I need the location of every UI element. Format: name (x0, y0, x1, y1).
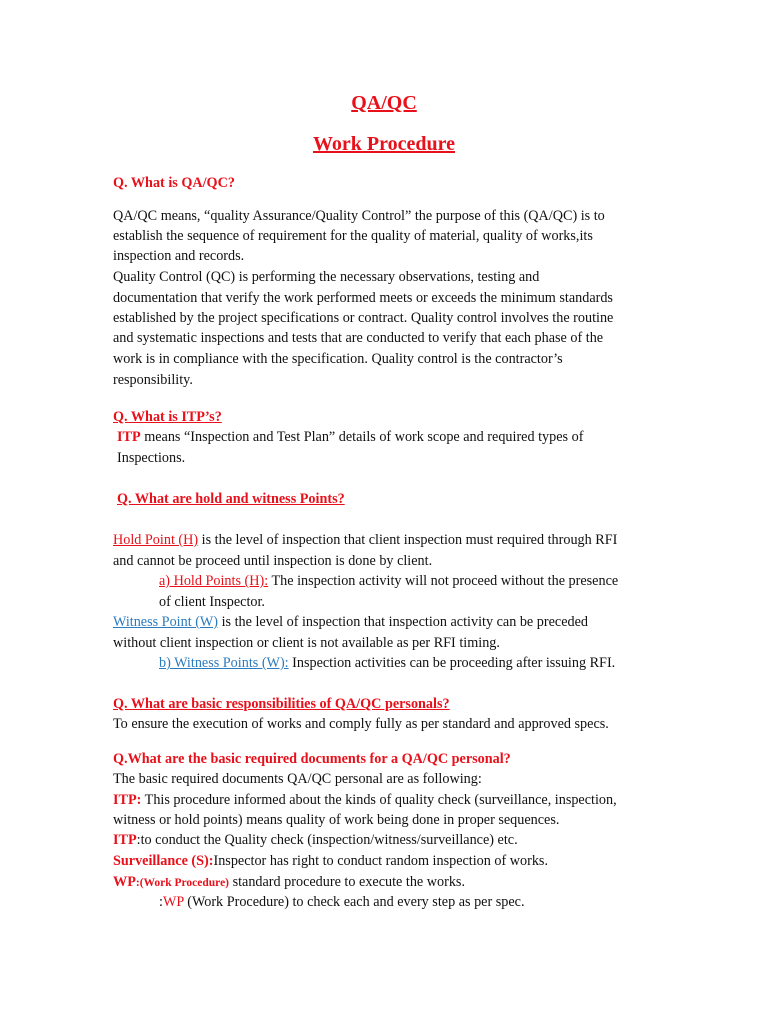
itp-document-line2: witness or hold points) means quality of work being done in proper sequences. (113, 812, 560, 828)
hold-point-line2: and cannot be proceed until inspection is done by client. (113, 553, 433, 569)
answer-line: inspection and records. (113, 248, 245, 264)
itp-check-term: ITP (113, 832, 137, 848)
wp-check-text: (Work Procedure) to check each and every step as per spec. (183, 894, 525, 910)
wp-item (113, 872, 465, 893)
question-required-documents: Q.What are the basic required documents for a QA/QC personal? (113, 751, 511, 767)
question-responsibilities: Q. What are basic responsibilities of QA/QC personals? (113, 696, 450, 712)
itp-document-text: This procedure informed about the kinds of quality check (surveillance, inspection, (141, 792, 617, 808)
witness-points-sub-term: b) Witness Points (W): (159, 655, 289, 671)
hold-points-sub (159, 571, 618, 591)
itp-definition (117, 427, 583, 447)
surveillance-text: Inspector has right to conduct random inspection of works. (213, 853, 548, 869)
page-title: QA/QC (351, 92, 417, 114)
itp-document (113, 790, 617, 810)
question-hold-witness-points: Q. What are hold and witness Points? (117, 491, 345, 507)
itp-definition-line2: Inspections. (117, 450, 186, 466)
hold-points-sub-term: a) Hold Points (H): (159, 573, 269, 589)
hold-point-text: is the level of inspection that client inspection must required through RFI (198, 532, 618, 548)
witness-point-text: is the level of inspection that inspection activity can be preceded (218, 614, 588, 630)
wp-term: WP (113, 874, 136, 890)
itp-document-term: ITP: (113, 792, 142, 808)
itp-check-text: :to conduct the Quality check (inspection/witness/surveillance) etc. (136, 832, 518, 848)
witness-points-sub-text: Inspection activities can be proceeding after issuing RFI. (288, 655, 616, 671)
witness-point-line2: without client inspection or client is not available as per RFI timing. (113, 635, 500, 651)
question-what-is-itp: Q. What is ITP’s? (113, 409, 222, 425)
hold-point-term: Hold Point (H) (113, 532, 199, 548)
hold-points-sub-text: The inspection activity will not proceed without the presence (268, 573, 619, 589)
answer-line: QA/QC means, “quality Assurance/Quality Control” the purpose of this (QA/QC) is to (113, 208, 605, 224)
surveillance-term: Surveillance (S): (113, 853, 214, 869)
responsibilities-answer: To ensure the execution of works and comply fully as per standard and approved specs. (113, 716, 609, 732)
wp-check-term: WP (162, 894, 184, 910)
hold-points-sub-line2: of client Inspector. (159, 594, 265, 610)
answer-line: establish the sequence of requirement for the quality of material, quality of works,its (113, 228, 593, 244)
witness-point-definition (113, 612, 588, 632)
answer-line: Quality Control (QC) is performing the necessary observations, testing and (113, 269, 540, 285)
answer-line: work is in compliance with the specification. Quality control is the contractor’s (113, 351, 563, 367)
witness-point-term: Witness Point (W) (113, 614, 219, 630)
question-what-is-qaqc: Q. What is QA/QC? (113, 175, 235, 191)
answer-line: established by the project specifications or contract. Quality control involves the routine (113, 310, 614, 326)
answer-line: documentation that verify the work performed meets or exceeds the minimum standards (113, 290, 613, 306)
wp-check-item (159, 892, 525, 912)
witness-points-sub (159, 653, 615, 673)
itp-term: ITP (117, 429, 141, 445)
itp-check (113, 830, 518, 850)
documents-intro: The basic required documents QA/QC personal are as following: (113, 771, 482, 787)
hold-point-definition (113, 530, 617, 550)
surveillance-item (113, 851, 548, 871)
wp-term-detail: :(Work Procedure) (135, 877, 230, 889)
page-subtitle: Work Procedure (312, 133, 456, 155)
answer-line: responsibility. (113, 372, 193, 388)
answer-line: and systematic inspections and tests that are conducted to verify that each phase of the (113, 330, 604, 346)
itp-definition-text: means “Inspection and Test Plan” details of work scope and required types of (140, 429, 584, 445)
wp-text: standard procedure to execute the works. (229, 874, 465, 890)
wp-check-prefix: : (159, 894, 163, 910)
